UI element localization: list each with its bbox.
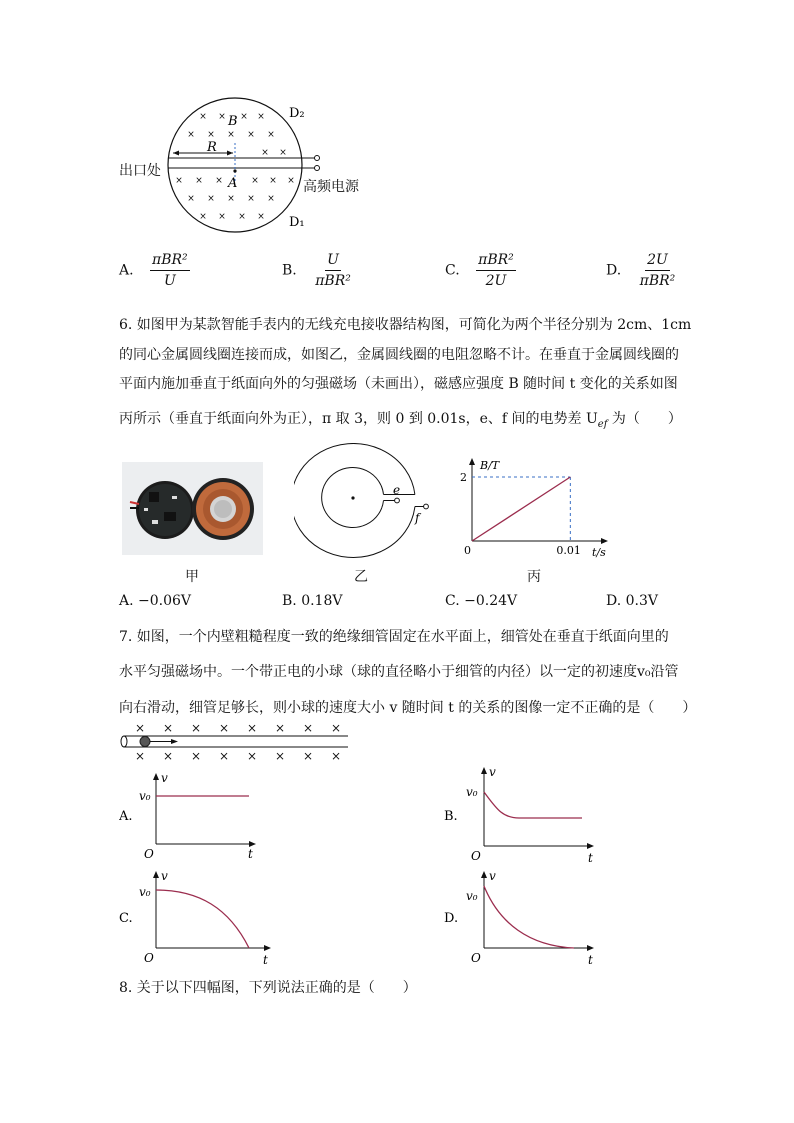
svg-text:×: × [218,721,230,735]
svg-text:×: × [246,721,258,735]
svg-text:×: × [207,194,215,204]
svg-text:×: × [240,112,248,122]
svg-text:×: × [218,749,230,762]
b-t-line [472,477,570,541]
svg-text:×: × [227,130,235,140]
q6-line-1: 6. 如图甲为某款智能手表内的无线充电接收器结构图，可简化为两个半径分别为 2cm、1cm [119,317,692,333]
x-tick-001: 0.01 [556,544,581,557]
fig-bing-label: 丙 [527,569,541,585]
label-R: R [207,140,217,155]
fig-yi-label: 乙 [354,569,368,585]
svg-text:×: × [187,130,195,140]
svg-text:×: × [287,176,295,186]
svg-text:v: v [489,869,496,883]
svg-text:×: × [195,176,203,186]
b-t-graph [456,455,616,560]
svg-text:B.: B. [444,809,458,824]
svg-text:×: × [199,212,207,222]
svg-text:×: × [227,194,235,204]
curve [156,890,249,948]
svg-text:t: t [248,847,253,861]
svg-text:×: × [247,130,255,140]
q6-line-4: 丙所示（垂直于纸面向外为正），π 取 3，则 0 到 0.01s，e、f 间的电势差 $U_{ef}$ 为（ ） [119,411,682,430]
q7-line-1: 7. 如图，一个内壁粗糙程度一致的绝缘细管固定在水平面上，细管处在垂直于纸面向里的 [119,629,669,645]
q5-option-c[interactable]: C. $\frac{\text{πBR²}}{2U}$ [445,252,514,289]
svg-text:×: × [199,112,207,122]
q6-option-d[interactable]: D. 0.3V [606,593,659,609]
svg-text:×: × [162,749,174,762]
q6-option-b[interactable]: B. 0.18V [282,593,343,609]
svg-text:v: v [161,771,168,785]
tube-figure [118,720,350,762]
label-outlet: 出口处 [119,163,161,179]
svg-text:×: × [257,112,265,122]
q8-line-1: 8. 关于以下四幅图，下列说法正确的是（ ） [119,980,417,996]
svg-text:×: × [162,721,174,735]
origin-label: 0 [464,544,471,557]
svg-text:×: × [134,749,146,762]
label-D2: D₂ [289,106,305,121]
svg-text:×: × [187,194,195,204]
curve [484,886,574,948]
label-A: A [228,176,238,191]
q7-graph-b[interactable] [444,764,604,864]
q7-graph-a[interactable] [119,770,269,862]
svg-text:×: × [330,721,342,735]
q5-option-a[interactable]: A. $\frac{\text{πBR²}}{U}$ [119,252,188,289]
svg-text:×: × [274,721,286,735]
svg-text:×: × [279,148,287,158]
svg-text:v₀: v₀ [466,889,478,903]
svg-text:O: O [144,847,154,861]
svg-text:C.: C. [119,911,133,926]
q5-option-b[interactable]: B. $\frac{U}{\text{πBR²}}$ [282,252,351,289]
svg-text:×: × [269,176,277,186]
svg-text:D.: D. [444,911,459,926]
svg-text:×: × [257,212,265,222]
svg-text:×: × [302,749,314,762]
svg-text:O: O [471,849,481,863]
label-f: f [415,511,420,525]
svg-text:×: × [238,212,246,222]
q6-option-a[interactable]: A. −0.06V [119,593,192,609]
svg-text:×: × [175,176,183,186]
svg-text:×: × [267,130,275,140]
wireless-charger-photo [122,462,263,555]
svg-text:×: × [190,749,202,762]
svg-text:v₀: v₀ [139,789,151,803]
svg-text:t: t [588,953,593,967]
curve [484,792,582,818]
svg-text:O: O [144,951,154,965]
svg-text:×: × [251,176,259,186]
y-tick-2: 2 [460,471,467,484]
svg-text:v₀: v₀ [139,885,151,899]
svg-text:×: × [218,212,226,222]
svg-text:×: × [247,194,255,204]
svg-text:×: × [246,749,258,762]
y-label: B/T [480,459,500,472]
svg-text:×: × [274,749,286,762]
q7-line-2: 水平匀强磁场中。一个带正电的小球（球的直径略小于细管的内径）以一定的初速度v₀沿管 [119,664,679,680]
svg-text:×: × [302,721,314,735]
x-label: t/s [592,546,606,559]
fig-jia-label: 甲 [185,569,199,585]
q7-graph-d[interactable] [444,868,604,968]
label-B: B [228,114,238,129]
svg-text:×: × [218,112,226,122]
label-D1: D₁ [289,215,305,230]
label-e: e [393,483,401,497]
svg-text:×: × [267,194,275,204]
q6-line-3: 平面内施加垂直于纸面向外的匀强磁场（未画出），磁感应强度 B 随时间 t 变化的关系如图 [119,376,678,392]
svg-text:O: O [471,951,481,965]
svg-text:t: t [263,953,268,967]
q7-line-3: 向右滑动，细管足够长，则小球的速度大小 v 随时间 t 的关系的图像一定不正确的是（ ） [119,700,697,716]
svg-text:×: × [190,721,202,735]
svg-text:v: v [489,765,496,779]
svg-text:v: v [161,869,168,883]
svg-text:v₀: v₀ [466,785,478,799]
svg-text:×: × [207,130,215,140]
svg-text:×: × [261,148,269,158]
q7-graph-c[interactable] [119,868,279,968]
q6-line-2: 的同心金属圆线圈连接而成，如图乙，金属圆线圈的电阻忽略不计。在垂直于金属圆线圈的 [119,347,679,363]
svg-text:×: × [215,176,223,186]
q6-option-c[interactable]: C. −0.24V [445,593,518,609]
q5-option-d[interactable]: D. $\frac{2U}{\text{πBR²}}$ [606,252,676,289]
option-letter: A. [119,809,133,824]
svg-text:t: t [588,851,593,864]
svg-text:×: × [134,721,146,735]
coil-diagram [294,443,436,561]
svg-text:×: × [330,749,342,762]
label-high-freq-source: 高频电源 [303,179,359,195]
